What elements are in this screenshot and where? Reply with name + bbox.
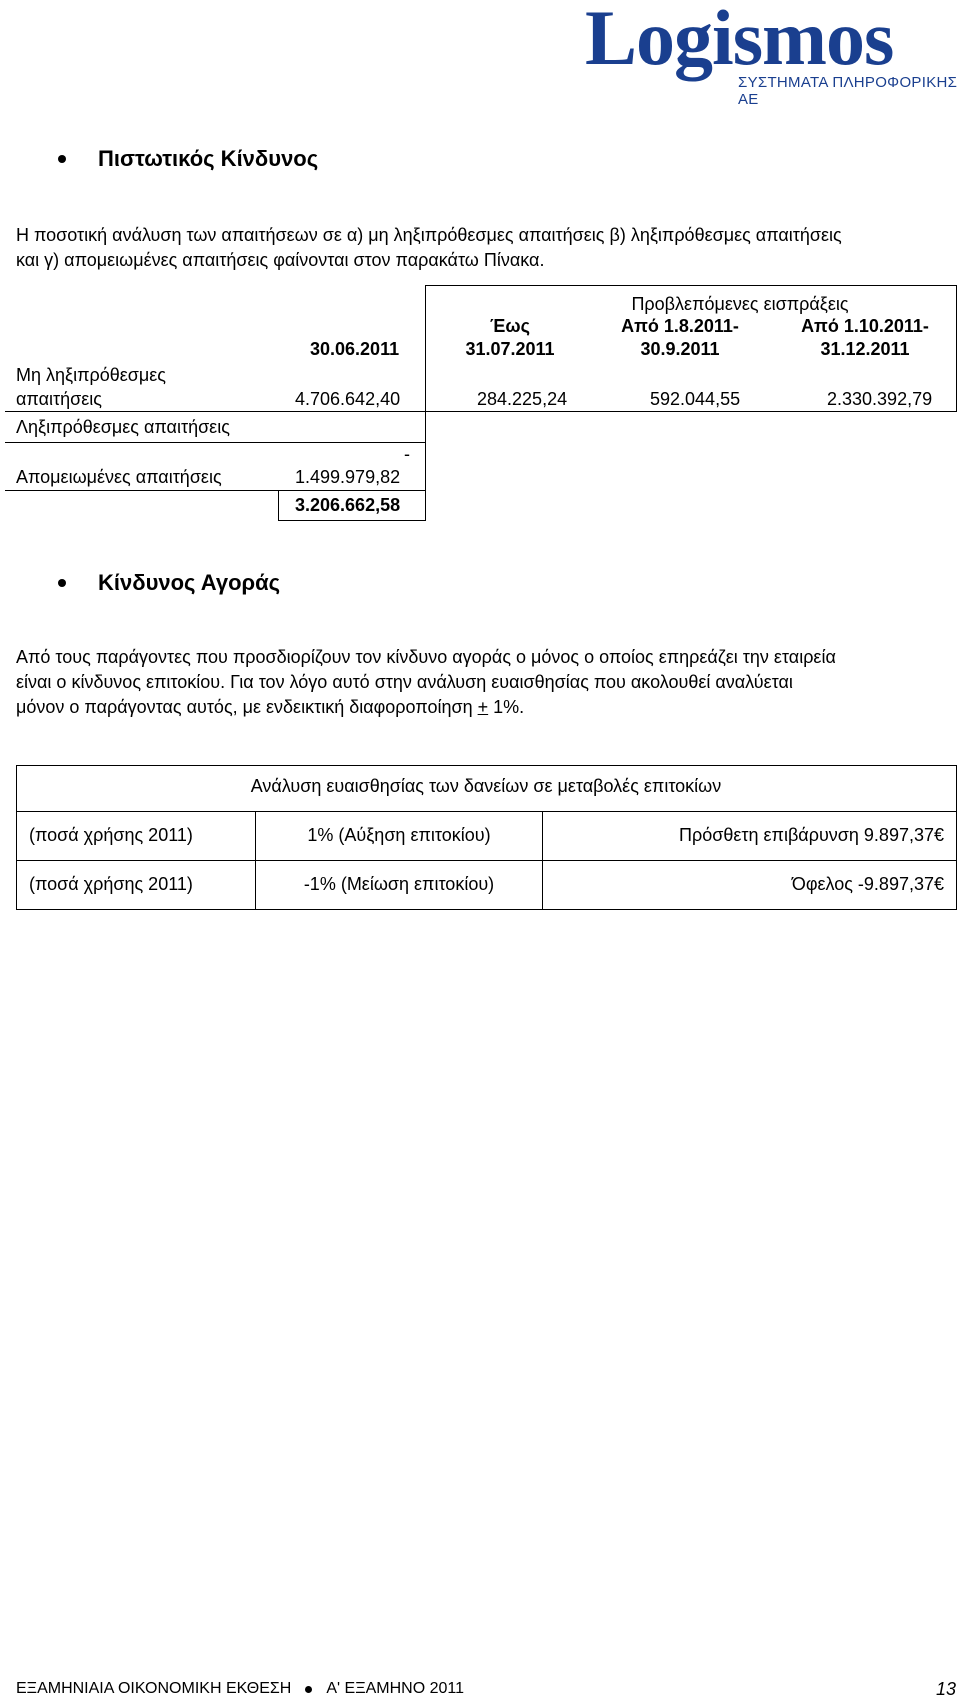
group-header: Προβλεπόμενες εισπράξεις [631, 294, 849, 314]
table-total: 3.206.662,58 [295, 495, 401, 515]
col-header-upto-l1: Έως [490, 316, 530, 336]
credit-risk-heading-row [58, 146, 318, 172]
footer-title: ΕΞΑΜΗΝΙΑΙΑ ΟΙΚΟΝΟΜΙΚΗ ΕΚΘΕΣΗ [16, 1680, 292, 1697]
table-cell: Πρόσθετη επιβάρυνση 9.897,37€ [679, 825, 944, 845]
table-cell: (ποσά χρήσης 2011) [29, 874, 193, 894]
table-cell: Όφελος -9.897,37€ [791, 874, 944, 894]
row-label: Μη ληξιπρόθεσμες [16, 365, 166, 385]
page-number: 13 [935, 1679, 956, 1699]
footer-period: Α' ΕΞΑΜΗΝΟ 2011 [326, 1680, 465, 1697]
bullet-icon [58, 579, 66, 587]
table-cell: (ποσά χρήσης 2011) [29, 825, 193, 845]
table-cell: 592.044,55 [650, 389, 741, 409]
market-risk-paragraph [16, 645, 956, 720]
table-cell: 4.706.642,40 [295, 389, 401, 409]
logo-tagline: ΣΥΣΤΗΜΑΤΑ ΠΛΗΡΟΦΟΡΙΚΗΣ ΑΕ [738, 74, 958, 108]
credit-risk-heading: Πιστωτικός Κίνδυνος [98, 146, 319, 171]
col-header-period2-l2: 31.12.2011 [820, 339, 910, 359]
table-cell: 284.225,24 [477, 389, 568, 409]
plus-minus-symbol: + [477, 697, 489, 717]
paragraph-line: Από τους παράγοντες που προσδιορίζουν τον κίνδυνο αγοράς ο μόνος ο οποίος επηρεάζει την εταιρεία [16, 647, 836, 667]
logo-wordmark: Logismos [585, 0, 894, 81]
col-header-period1-l2: 30.9.2011 [640, 339, 720, 359]
row-label: Ληξιπρόθεσμες απαιτήσεις [16, 417, 230, 437]
col-header-period2-l1: Από 1.10.2011- [801, 316, 929, 336]
bullet-icon [58, 155, 66, 163]
bullet-icon [305, 1686, 312, 1693]
table-cell: -1% (Μείωση επιτοκίου) [303, 874, 495, 894]
row-label: απαιτήσεις [16, 389, 102, 409]
table-cell: 2.330.392,79 [827, 389, 933, 409]
sensitivity-table-title: Ανάλυση ευαισθησίας των δανείων σε μεταβολές επιτοκίων [250, 776, 722, 796]
row-label: Απομειωμένες απαιτήσεις [16, 467, 222, 487]
market-risk-heading-row [58, 570, 280, 596]
credit-risk-paragraph [16, 223, 956, 273]
page-footer [16, 1680, 956, 1698]
table-cell: 1% (Αύξηση επιτοκίου) [307, 825, 491, 845]
col-header-upto-l2: 31.07.2011 [465, 339, 555, 359]
paragraph-line: και γ) απομειωμένες απαιτήσεις φαίνονται στον παρακάτω Πίνακα. [16, 250, 545, 270]
table-cell: 1.499.979,82 [295, 467, 401, 487]
paragraph-line: μόνον ο παράγοντας αυτός, με ενδεικτική διαφοροποίηση + 1%. [16, 697, 525, 717]
col-header-period1-l1: Από 1.8.2011- [621, 316, 739, 336]
market-risk-heading: Κίνδυνος Αγοράς [98, 570, 281, 595]
table-cell-dash: - [404, 444, 410, 464]
col-header-date: 30.06.2011 [310, 339, 400, 359]
paragraph-line: είναι ο κίνδυνος επιτοκίου. Για τον λόγο αυτό στην ανάλυση ευαισθησίας που ακολουθεί αναλύεται [16, 672, 793, 692]
paragraph-line: Η ποσοτική ανάλυση των απαιτήσεων σε α) μη ληξιπρόθεσμες απαιτήσεις β) ληξιπρόθεσμες απαιτήσεις [16, 225, 842, 245]
